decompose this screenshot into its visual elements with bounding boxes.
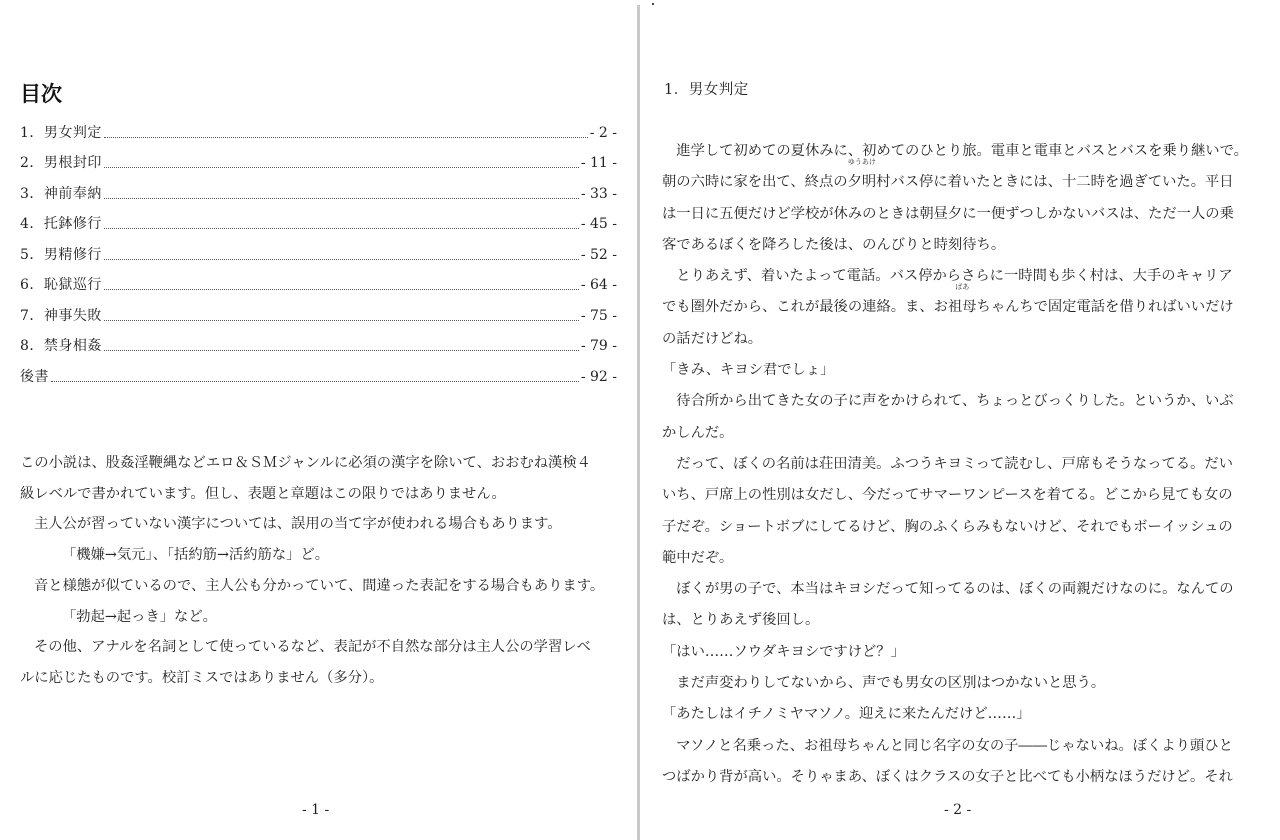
toc-entry-page: - 92 - — [580, 368, 617, 385]
body-line: かしんだ。 — [662, 424, 734, 441]
note-line: その他、アナルを名詞として使っているなど、表記が不自然な部分は主人公の学習レベ — [34, 639, 591, 656]
toc-leader-dots — [104, 166, 579, 168]
toc-leader-dots — [104, 258, 579, 260]
note-line: ルに応じたものです。校訂ミスではありません（多分）。 — [20, 669, 384, 686]
right-page — [640, 0, 1280, 840]
body-line: 朝の六時に家を出て、終点の ゆうあけ 夕明村バス停に着いたときには、十二時を過ぎていた。平日 — [662, 167, 1262, 198]
toc-entry-page: - 45 - — [580, 216, 617, 232]
body-line: 客であるぼくを降ろした後は、のんびりと時刻待ち。 — [662, 236, 1006, 253]
body-line: だって、ぼくの名前は荘田清美。ふつうキヨミって読むし、戸席もそうなってる。だい — [662, 455, 1234, 472]
note-example: 「機嫌→気元」、「括約筋→活約筋な」ど。 — [62, 547, 330, 564]
toc-entry[interactable] — [20, 173, 617, 204]
toc-leader-dots — [104, 349, 579, 351]
toc-entry-label: 1．男女判定 — [20, 124, 102, 141]
toc-leader-dots — [104, 197, 579, 199]
toc-entry-label: 2．男根封印 — [20, 155, 102, 171]
toc-leader-dots — [104, 227, 579, 229]
ruby-annotated-word: ゆうあけ 夕明 — [847, 158, 877, 191]
toc-leader-dots — [104, 319, 579, 321]
dialogue-line: 「きみ、キヨシ君でしょ」 — [662, 362, 835, 379]
body-line: つばかり背が高い。そりゃまあ、ぼくはクラスの女子と比べても小柄なほうだけど。それ — [662, 768, 1233, 785]
toc-entry-page: - 2 - — [589, 124, 617, 141]
toc-entry[interactable] — [20, 234, 617, 265]
body-line: とりあえず、着いたよって電話。バス停からさらに一時間も歩く村は、大手のキャリア — [662, 268, 1233, 285]
body-line: は、とりあえず後回し。 — [662, 612, 820, 629]
toc-entry-label: 後書 — [20, 368, 49, 385]
toc-entry[interactable] — [20, 143, 617, 174]
toc-title: 目次 — [20, 82, 62, 106]
body-line: は一日に五便だけど学校が休みのときは朝昼夕に一便ずつしかないバスは、ただ一人の乗 — [662, 205, 1234, 222]
toc-entry[interactable] — [20, 265, 617, 296]
toc-entry-label: 8．禁身相姦 — [20, 338, 102, 354]
body-line: 待合所から出てきた女の子に声をかけられて、ちょっとびっくりした。というか、いぶ — [662, 393, 1234, 410]
toc-entry-label: 6．恥獄巡行 — [20, 277, 102, 293]
toc-entry-page: - 52 - — [580, 246, 617, 263]
page-corner-mark — [652, 3, 654, 5]
toc-entry-page: - 64 - — [580, 277, 617, 293]
body-line: 子だぞ。ショートボブにしてるけど、胸のふくらみもないけど、それでもボーイッシュの — [662, 518, 1233, 535]
page-number: - 1 - — [302, 802, 330, 818]
toc-entry-label: 3．神前奉納 — [20, 185, 102, 202]
ruby-reading: ばあ — [955, 283, 970, 292]
ruby-annotated-word: ばあ 祖母 — [947, 283, 977, 316]
toc-entry[interactable] — [20, 112, 617, 143]
note-line: 音と様態が似ているので、主人公も分かっていて、間違った表記をする場合もあります。 — [34, 577, 605, 594]
note-line: この小説は、股姦淫鞭縄などエロ＆ＳＭジャンルに必須の漢字を除いて、おおむね漢検４ — [20, 455, 591, 471]
toc-entry[interactable] — [20, 356, 617, 387]
toc-entry-label: 4．托鉢修行 — [20, 216, 102, 232]
toc-entry-page: - 33 - — [580, 185, 617, 202]
author-notes — [20, 448, 620, 694]
toc-entry[interactable] — [20, 295, 617, 326]
body-line: 範中だぞ。 — [662, 549, 734, 566]
toc-entry-page: - 75 - — [580, 307, 617, 324]
chapter-title: 1．男女判定 — [664, 82, 749, 98]
body-line: ぼくが男の子で、本当はキヨシだって知ってるのは、ぼくの両親だけなのに。なんての — [662, 581, 1234, 598]
ruby-reading: ゆうあけ — [847, 158, 876, 167]
body-line: いち、戸席上の性別は女だし、今だってサマーワンピースを着てる。どこから見ても女の — [662, 487, 1233, 504]
page-number: - 2 - — [944, 802, 972, 818]
body-line: まだ声変わりしてないから、声でも男女の区別はつかないと思う。 — [662, 675, 1106, 692]
toc-entry-page: - 11 - — [580, 155, 617, 171]
body-line: でも圏外だから、これが最後の連絡。ま、お ばあ 祖母ちゃんちで固定電話を借りればいいだけ — [662, 292, 1262, 323]
toc-entry[interactable] — [20, 204, 617, 235]
toc-leader-dots — [104, 288, 579, 290]
note-line: 級レベルで書かれています。但し、表題と章題はこの限りではありません。 — [20, 485, 506, 502]
body-line: の話だけどね。 — [662, 330, 763, 347]
chapter-body — [662, 136, 1262, 793]
dialogue-line: 「あたしはイチノミヤマソノ。迎えに来たんだけど……」 — [662, 706, 1031, 723]
dialogue-line: 「はい……ソウダキヨシですけど？」 — [662, 643, 905, 660]
toc-entry-page: - 79 - — [580, 338, 617, 354]
body-line: マソノと名乗った、お祖母ちゃんと同じ名字の女の子――じゃないね。ぼくより頭ひと — [662, 737, 1233, 754]
toc-entry-label: 5．男精修行 — [20, 246, 102, 263]
toc-leader-dots — [104, 136, 588, 138]
toc-leader-dots — [51, 380, 579, 382]
toc-entry[interactable] — [20, 326, 617, 357]
body-line: 進学して初めての夏休みに、初めてのひとり旅。電車と電車とバスとバスを乗り継いで。 — [662, 143, 1248, 159]
left-page — [0, 0, 637, 840]
note-example: 「勃起→起っき」など。 — [62, 608, 217, 625]
toc-entry-label: 7．神事失敗 — [20, 307, 102, 324]
note-line: 主人公が習っていない漢字については、誤用の当て字が使われる場合もあります。 — [34, 516, 562, 533]
table-of-contents — [20, 112, 617, 387]
